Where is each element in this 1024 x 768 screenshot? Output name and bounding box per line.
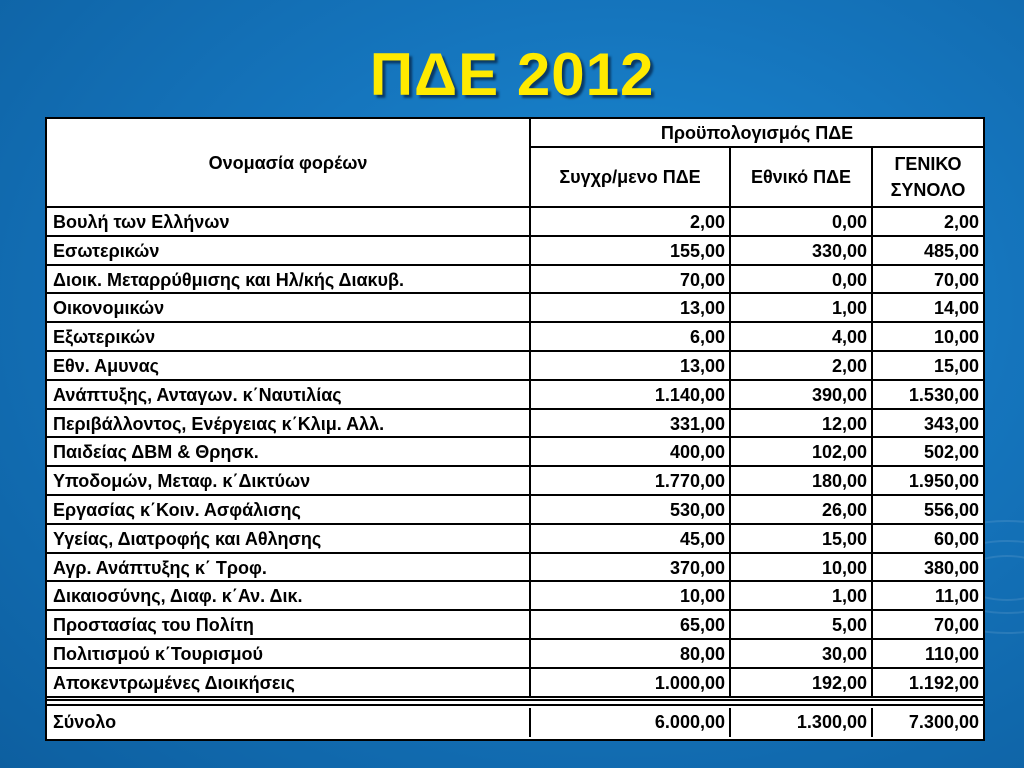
row-name: Αγρ. Ανάπτυξης κ΄ Τροφ. [47, 554, 531, 583]
row-total: 343,00 [873, 410, 983, 439]
total-national: 1.300,00 [731, 708, 873, 737]
row-name: Οικονομικών [47, 294, 531, 323]
header-col-total-line2: ΣΥΝΟΛΟ [890, 180, 966, 200]
row-total: 10,00 [873, 323, 983, 352]
row-total: 15,00 [873, 352, 983, 381]
row-cofinanced: 45,00 [531, 525, 731, 554]
row-cofinanced: 1.140,00 [531, 381, 731, 410]
row-cofinanced: 331,00 [531, 410, 731, 439]
row-national: 12,00 [731, 410, 873, 439]
row-cofinanced: 80,00 [531, 640, 731, 669]
row-cofinanced: 155,00 [531, 237, 731, 266]
row-total: 60,00 [873, 525, 983, 554]
row-national: 15,00 [731, 525, 873, 554]
row-name: Δικαιοσύνης, Διαφ. κ΄Αν. Δικ. [47, 582, 531, 611]
total-label: Σύνολο [47, 708, 531, 737]
row-national: 4,00 [731, 323, 873, 352]
table-header [47, 119, 983, 208]
table-row [47, 237, 983, 266]
row-total: 1.530,00 [873, 381, 983, 410]
row-total: 2,00 [873, 208, 983, 237]
row-national: 5,00 [731, 611, 873, 640]
header-col-total-line1: ΓΕΝΙΚΟ [894, 154, 962, 174]
table-row [47, 640, 983, 669]
table-row [47, 381, 983, 410]
row-name: Βουλή των Ελλήνων [47, 208, 531, 237]
row-name: Υγείας, Διατροφής και Αθλησης [47, 525, 531, 554]
row-total: 70,00 [873, 266, 983, 295]
total-cofinanced: 6.000,00 [531, 708, 731, 737]
row-total: 1.950,00 [873, 467, 983, 496]
header-budget-group: Προϋπολογισμός ΠΔΕ [531, 119, 983, 148]
row-national: 10,00 [731, 554, 873, 583]
row-cofinanced: 10,00 [531, 582, 731, 611]
row-national: 180,00 [731, 467, 873, 496]
row-national: 2,00 [731, 352, 873, 381]
row-name: Ανάπτυξης, Ανταγων. κ΄Ναυτιλίας [47, 381, 531, 410]
table-row [47, 582, 983, 611]
row-name: Διοικ. Μεταρρύθμισης και Ηλ/κής Διακυβ. [47, 266, 531, 295]
total-row [47, 708, 983, 737]
row-national: 1,00 [731, 294, 873, 323]
table-row [47, 266, 983, 295]
row-cofinanced: 65,00 [531, 611, 731, 640]
row-name: Πολιτισμού κ΄Τουρισμού [47, 640, 531, 669]
budget-table [45, 117, 985, 741]
row-cofinanced: 13,00 [531, 294, 731, 323]
row-cofinanced: 13,00 [531, 352, 731, 381]
row-total: 11,00 [873, 582, 983, 611]
row-name: Παιδείας ΔΒΜ & Θρησκ. [47, 438, 531, 467]
table-row [47, 352, 983, 381]
header-col-national: Εθνικό ΠΔΕ [731, 148, 873, 208]
total-grand: 7.300,00 [908, 712, 979, 732]
row-name: Προστασίας του Πολίτη [47, 611, 531, 640]
row-national: 1,00 [731, 582, 873, 611]
total-separator [47, 704, 983, 706]
row-cofinanced: 6,00 [531, 323, 731, 352]
table-row [47, 467, 983, 496]
row-name: Εργασίας κ΄Κοιν. Ασφάλισης [47, 496, 531, 525]
table-row [47, 496, 983, 525]
row-national: 192,00 [731, 669, 873, 698]
header-col-total [873, 148, 983, 208]
row-cofinanced: 2,00 [531, 208, 731, 237]
row-cofinanced: 1.770,00 [531, 467, 731, 496]
row-cofinanced: 1.000,00 [531, 669, 731, 698]
row-name: Εθν. Αμυνας [47, 352, 531, 381]
row-cofinanced: 370,00 [531, 554, 731, 583]
header-col-cofinanced: Συγχρ/μενο ΠΔΕ [531, 148, 731, 208]
table-row [47, 554, 983, 583]
total-separator [47, 699, 983, 701]
row-name: Περιβάλλοντος, Ενέργειας κ΄Κλιμ. Αλλ. [47, 410, 531, 439]
table-row [47, 525, 983, 554]
row-national: 30,00 [731, 640, 873, 669]
row-national: 0,00 [731, 266, 873, 295]
row-national: 26,00 [731, 496, 873, 525]
row-name: Εξωτερικών [47, 323, 531, 352]
row-national: 330,00 [731, 237, 873, 266]
table-row [47, 410, 983, 439]
row-total: 502,00 [873, 438, 983, 467]
table-row [47, 438, 983, 467]
table-row [47, 208, 983, 237]
row-total: 1.192,00 [873, 669, 983, 698]
row-total: 110,00 [873, 640, 983, 669]
table-row [47, 611, 983, 640]
row-name: Υποδομών, Μεταφ. κ΄Δικτύων [47, 467, 531, 496]
row-name: Αποκεντρωμένες Διοικήσεις [47, 669, 531, 698]
row-cofinanced: 400,00 [531, 438, 731, 467]
row-name: Εσωτερικών [47, 237, 531, 266]
table-row [47, 323, 983, 352]
row-total: 70,00 [873, 611, 983, 640]
table-row [47, 669, 983, 698]
row-total: 380,00 [873, 554, 983, 583]
row-total: 556,00 [873, 496, 983, 525]
row-national: 102,00 [731, 438, 873, 467]
header-name-column: Ονομασία φορέων [47, 119, 531, 208]
row-cofinanced: 530,00 [531, 496, 731, 525]
slide-title: ΠΔΕ 2012 [369, 41, 655, 108]
row-total: 485,00 [873, 237, 983, 266]
table-row [47, 294, 983, 323]
row-national: 0,00 [731, 208, 873, 237]
row-cofinanced: 70,00 [531, 266, 731, 295]
row-total: 14,00 [873, 294, 983, 323]
row-national: 390,00 [731, 381, 873, 410]
